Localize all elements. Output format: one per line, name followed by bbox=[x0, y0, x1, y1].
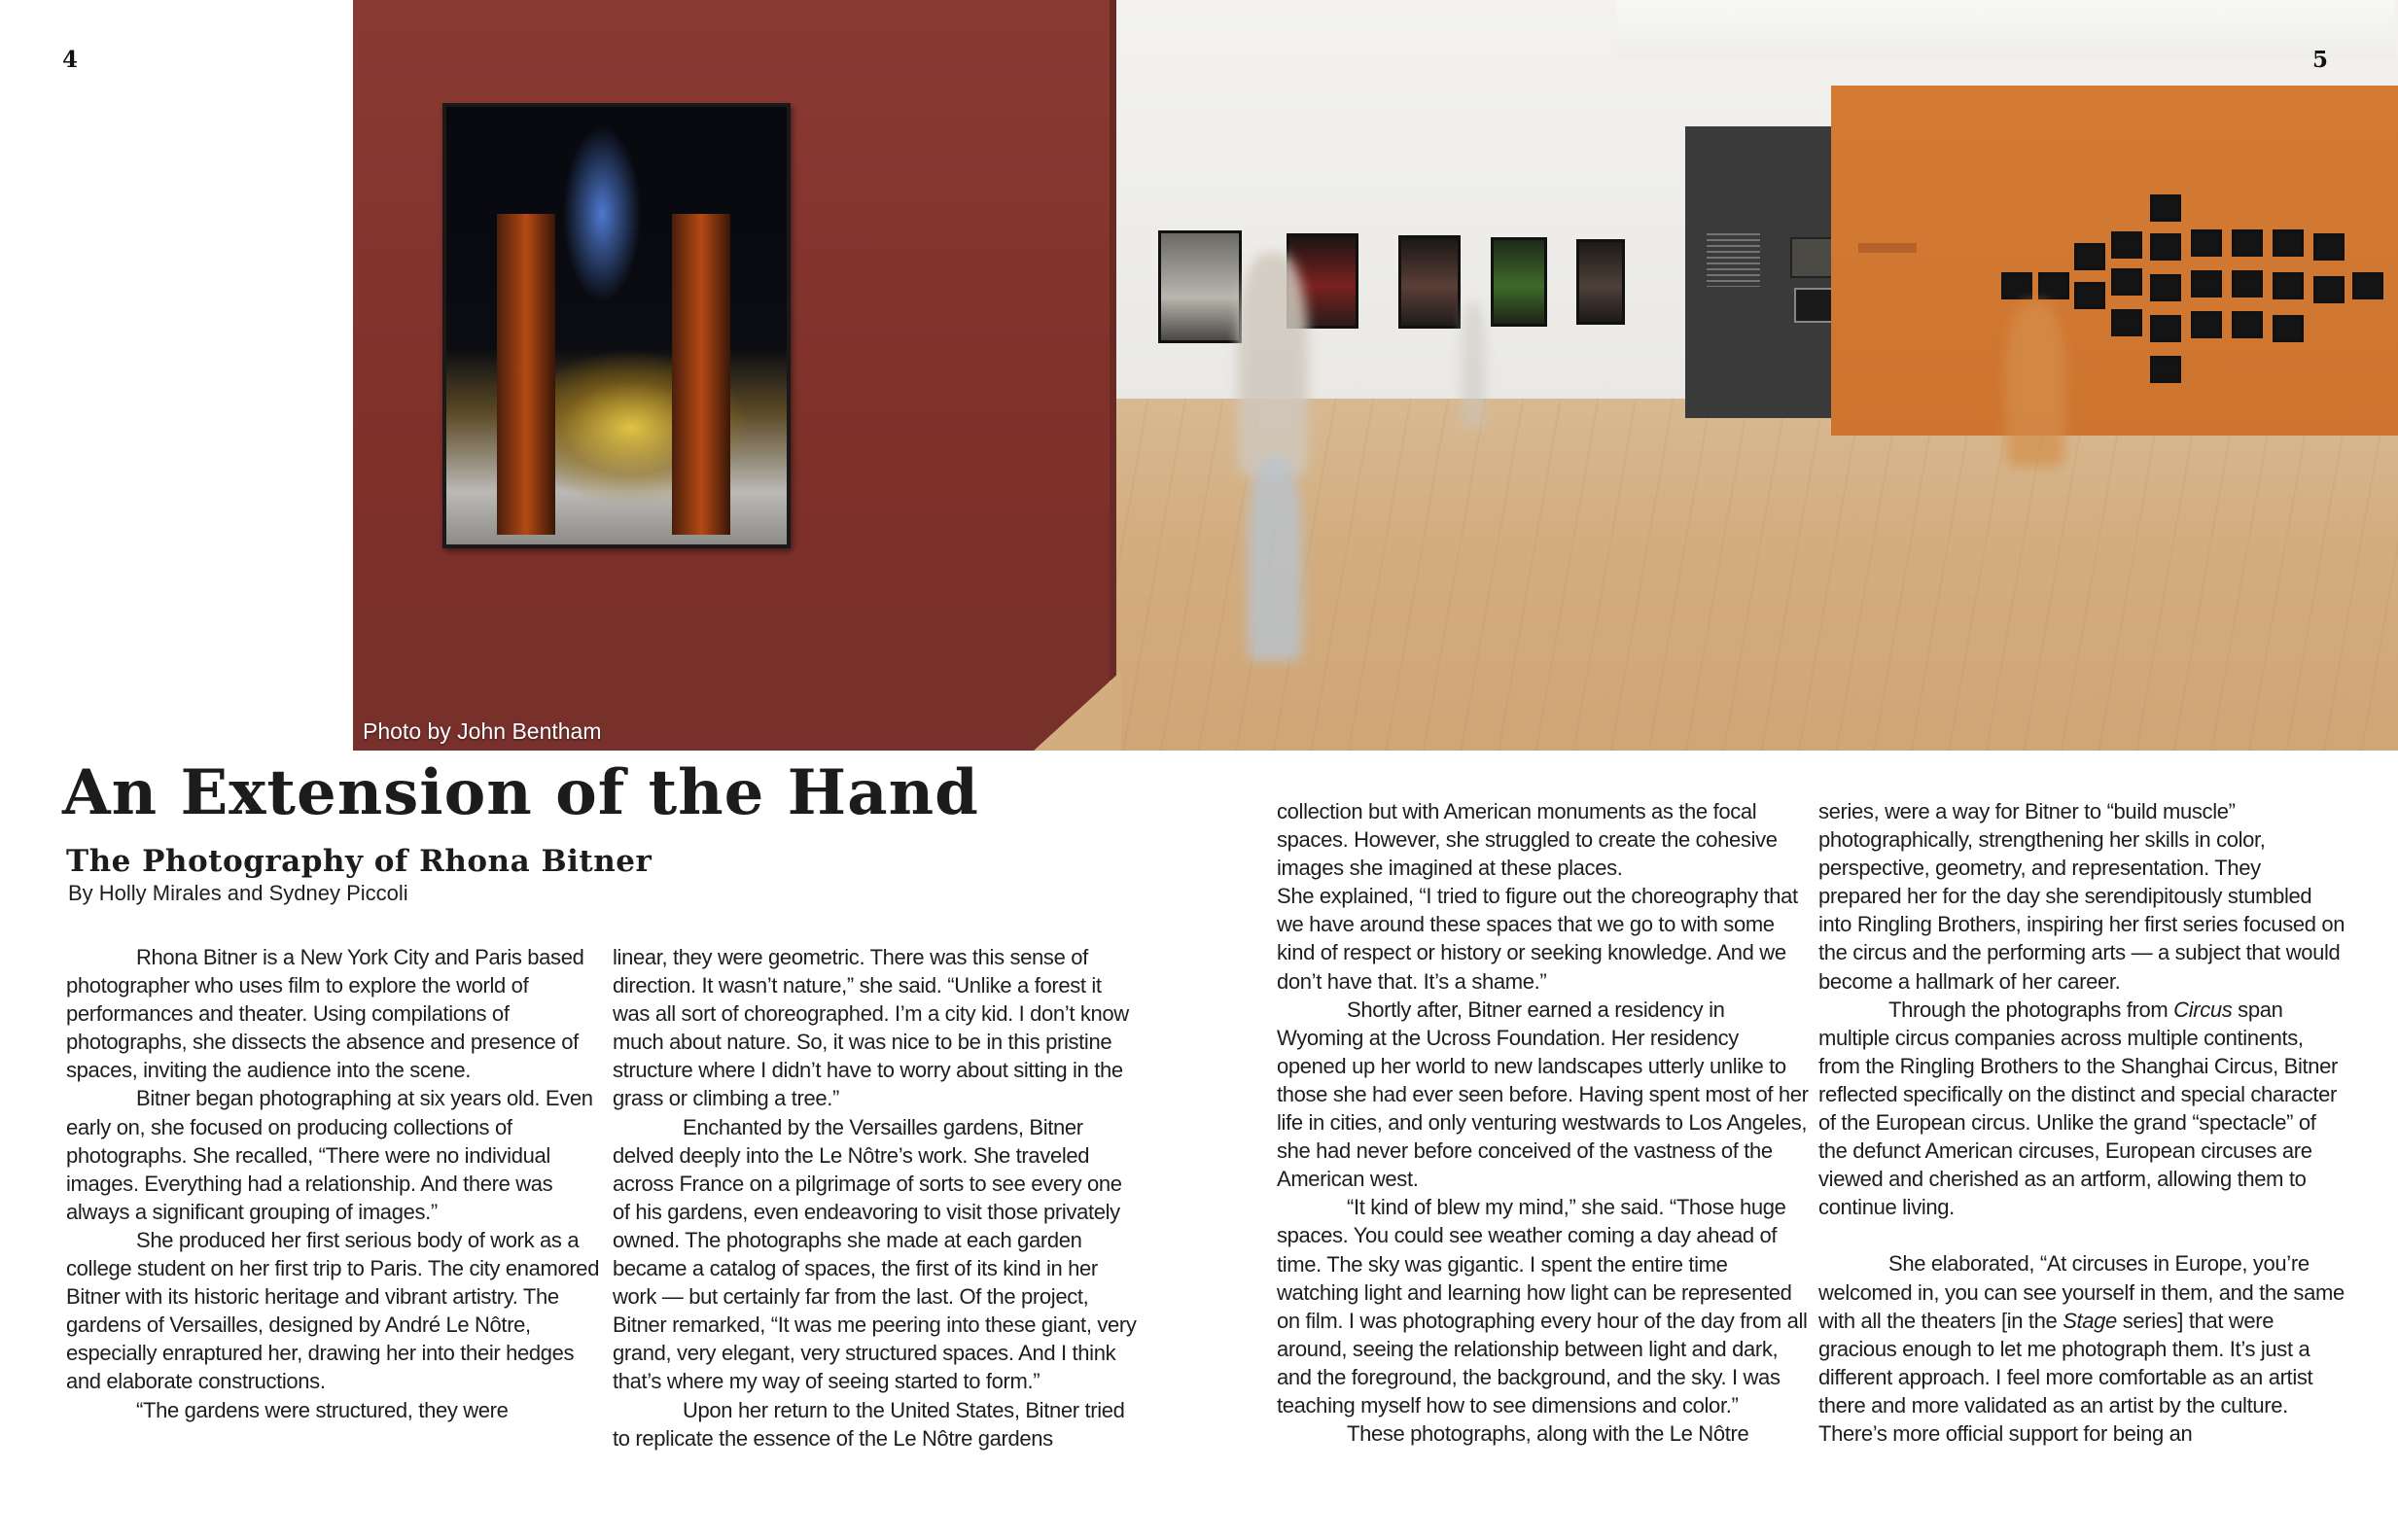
paragraph: series, were a way for Bitner to “build muscle” photographically, strengthening her skills in color, perspective, geometry, and representation. They prepared her for the day she serendipitously stumbled into Ringling Brothers, inspiring her first series focused on the circus and the performing arts — a subject that would become a hallmark of her career. bbox=[1818, 799, 2345, 994]
wall-photo-small bbox=[2191, 270, 2222, 298]
visitor-figure bbox=[1248, 457, 1302, 661]
wall-photo-small bbox=[1790, 237, 1833, 278]
paragraph: Rhona Bitner is a New York City and Paris based photographer who uses film to explore the world of performances and theater. Using compilations of photographs, she dissects the absence and presence of spaces, inviting the audience into the scene. bbox=[66, 945, 584, 1083]
orange-wall-text bbox=[1858, 243, 1917, 253]
paragraph: Enchanted by the Versailles gardens, Bitner delved deeply into the Le Nôtre’s work. She traveled across France on a pilgrimage of sorts to see every one of his gardens, even endeavoring to visit those privately owned. The photographs she made at each garden became a catalog of spaces, the first of its kind in her work — but certainly far from the last. Of the project, Bitner remarked, “It was me peering into these giant, very grand, very elegant, very structured spaces. And I think that’s where my way of seeing started to form.” bbox=[613, 1114, 1137, 1394]
wall-text-panel bbox=[1707, 233, 1760, 287]
text-column-1 bbox=[66, 943, 606, 1424]
page-number-right: 5 bbox=[2312, 47, 2329, 73]
gallery-photo bbox=[353, 0, 2398, 751]
series-title-stage: Stage bbox=[2063, 1308, 2117, 1333]
photo-credit: Photo by John Bentham bbox=[363, 718, 602, 744]
gallery-orange-wall bbox=[1831, 86, 2398, 436]
wall-photo bbox=[1158, 230, 1242, 343]
wall-photo-small bbox=[2038, 272, 2069, 299]
article-title: An Extension of the Hand bbox=[62, 756, 979, 829]
wall-photo-small bbox=[2273, 272, 2304, 299]
wall-photo-small bbox=[2313, 276, 2345, 303]
gallery-ceiling bbox=[1617, 0, 2395, 58]
wall-photo-small bbox=[2150, 315, 2181, 342]
wall-photo-small bbox=[2074, 243, 2105, 270]
wall-photo bbox=[1398, 235, 1461, 329]
wall-photo bbox=[1491, 237, 1547, 327]
visitor-figure bbox=[1238, 253, 1308, 476]
article-subtitle: The Photography of Rhona Bitner bbox=[66, 844, 652, 879]
wall-photo-small bbox=[2313, 233, 2345, 261]
paragraph: Upon her return to the United States, Bitner tried to replicate the essence of the Le Nôtre gardens bbox=[613, 1397, 1125, 1451]
text-column-4 bbox=[1818, 797, 2348, 1448]
paragraph: linear, they were geometric. There was this sense of direction. It wasn’t nature,” she said. “Unlike a forest it was all sort of choreographed. I’m a city kid. I don’t know much about nature. So, it was nice to be in this pristine structure where I didn’t have to worry about sitting in the grass or climbing a tree.” bbox=[613, 945, 1129, 1111]
paragraph bbox=[1818, 996, 2348, 1222]
text-column-2 bbox=[613, 943, 1143, 1452]
wall-photo-small bbox=[2111, 231, 2142, 259]
gallery-red-wall bbox=[353, 0, 1110, 751]
wall-photo-small bbox=[2111, 309, 2142, 336]
wall-photo-small bbox=[2232, 229, 2263, 257]
wall-photo-small bbox=[2273, 229, 2304, 257]
visitor-figure bbox=[2006, 301, 2064, 467]
paragraph: collection but with American monuments as the focal spaces. However, she struggled to create the cohesive images she imagined at these places. bbox=[1277, 799, 1778, 881]
paragraph: Bitner began photographing at six years old. Even early on, she focused on producing collections of photographs. She recalled, “There were no individual images. Everything had a relationship. And there was always a significant grouping of images.” bbox=[66, 1086, 593, 1224]
page-number-left: 4 bbox=[62, 47, 79, 73]
paragraph: “The gardens were structured, they were bbox=[136, 1397, 509, 1422]
wall-photo-small bbox=[2232, 270, 2263, 298]
framed-stage-photograph bbox=[442, 103, 791, 548]
wall-photo-small bbox=[1794, 288, 1833, 323]
wall-photo-small bbox=[2074, 282, 2105, 309]
series-title-circus: Circus bbox=[2173, 997, 2233, 1022]
wall-photo-small bbox=[2232, 311, 2263, 338]
wall-photo-small bbox=[2191, 229, 2222, 257]
paragraph: These photographs, along with the Le Nôtre bbox=[1347, 1421, 1749, 1447]
paragraph bbox=[1818, 1249, 2348, 1448]
paragraph-text: series] that were gracious enough to let me photograph them. It’s just a different approach. I feel more comfortable as an artist there and more validated as an artist by the culture. There’s more official support for being an bbox=[1818, 1308, 2313, 1446]
paragraph: Shortly after, Bitner earned a residency in Wyoming at the Ucross Foundation. Her residency opened up her world to new landscapes utterly unlike to those she had ever seen before. Having spent most of her life in cities, and only venturing westwards to Los Angeles, she had never before conceived of the vastness of the American west. bbox=[1277, 997, 1809, 1192]
wall-photo-small bbox=[2191, 311, 2222, 338]
text-column-3 bbox=[1277, 797, 1812, 1448]
paragraph-text: Through the photographs from bbox=[1888, 997, 2174, 1022]
wall-photo-small bbox=[2352, 272, 2383, 299]
wall-photo-small bbox=[2273, 315, 2304, 342]
paragraph-text: span multiple circus companies across multiple continents, from the Ringling Brothers to the Shanghai Circus, Bitner reflected specifically on the distinct and special character of the European circus. Unlike the grand “spectacle” of the defunct American circuses, European circuses are viewed and cherished as an artform, allowing them to continue living. bbox=[1818, 997, 2338, 1220]
paragraph-text: She elaborated, “At circuses in Europe, you’re welcomed in, you can see yourself in them, and the same with all the theaters [in the bbox=[1818, 1251, 2345, 1333]
wall-photo-small bbox=[2111, 268, 2142, 296]
article-byline: By Holly Mirales and Sydney Piccoli bbox=[68, 881, 408, 905]
paragraph: She produced her first serious body of work as a college student on her first trip to Paris. The city enamored Bitner with its historic heritage and vibrant artistry. The gardens of Versailles, designed by André Le Nôtre, especially enraptured her, drawing her into their hedges and elaborate constructions. bbox=[66, 1227, 600, 1394]
wall-photo-small bbox=[2001, 272, 2032, 299]
paragraph: She explained, “I tried to figure out the choreography that we have around these spaces that we go to with some kind of respect or history or seeking knowledge. And we don’t have that. It’s a shame.” bbox=[1277, 884, 1798, 994]
wall-photo-small bbox=[2150, 194, 2181, 222]
wall-photo-small bbox=[2150, 233, 2181, 261]
paragraph: “It kind of blew my mind,” she said. “Those huge spaces. You could see weather coming a day ahead of time. The sky was gigantic. I spent the entire time watching light and learning how light can be represented on film. I was photographing every hour of the day from all around, seeing the relationship between light and dark, and the foreground, the background, and the sky. I was teaching myself how to see dimensions and color.” bbox=[1277, 1195, 1808, 1418]
wall-photo-small bbox=[2150, 356, 2181, 383]
wall-photo-small bbox=[2150, 274, 2181, 301]
visitor-figure bbox=[1462, 301, 1485, 428]
wall-photo bbox=[1576, 239, 1625, 325]
